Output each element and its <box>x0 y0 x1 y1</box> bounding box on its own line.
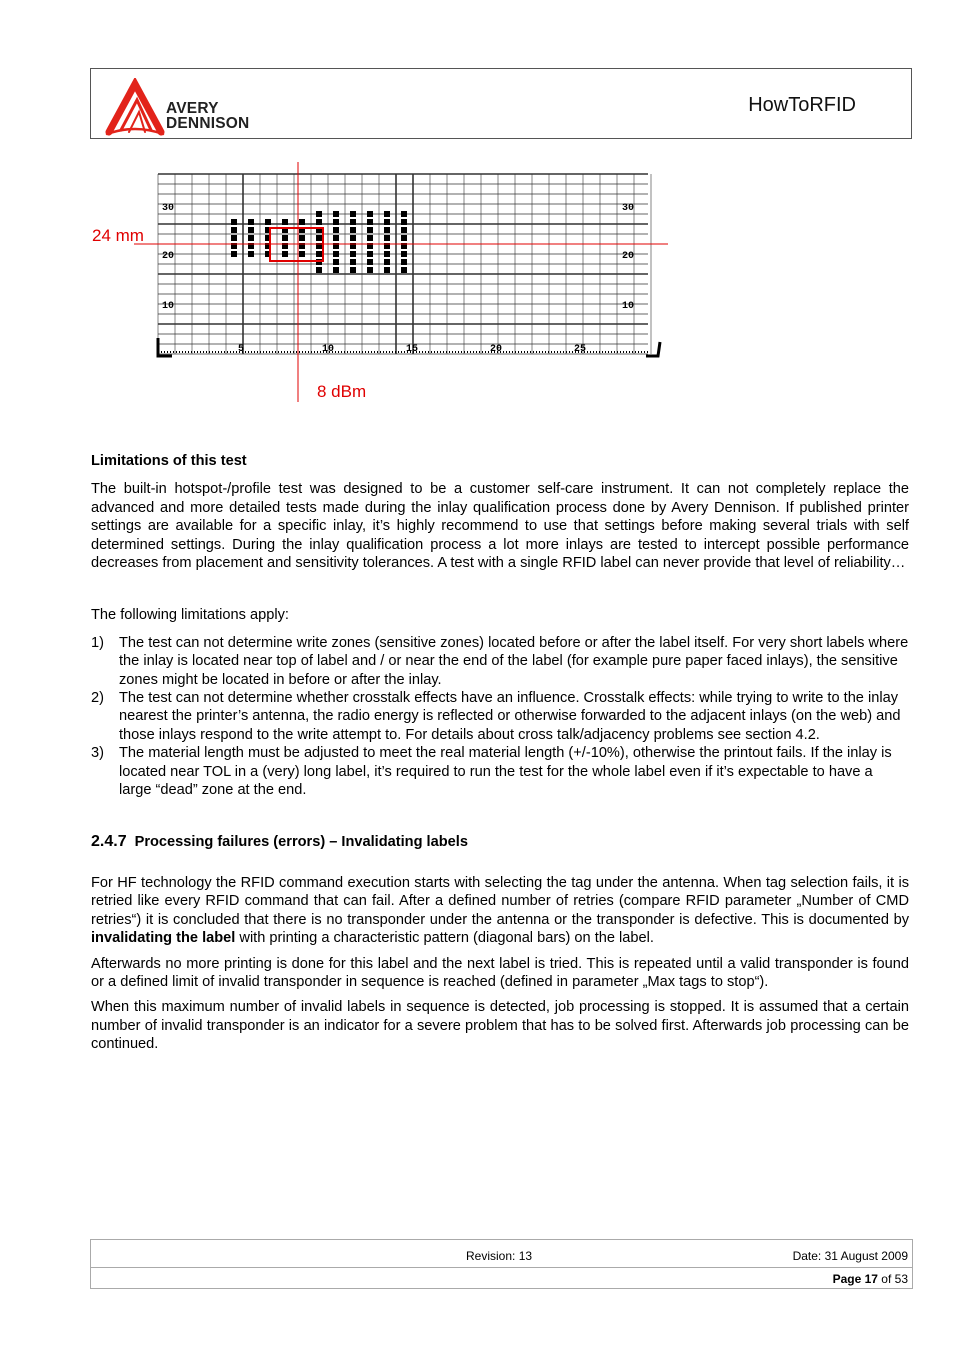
tick-label-left: 10 <box>162 301 175 312</box>
hotspot-mark <box>231 251 237 257</box>
hotspot-mark <box>384 227 390 233</box>
list-item-number: 2) <box>91 690 104 707</box>
tick-label-left: 20 <box>162 251 175 262</box>
limitations-heading: Limitations of this test <box>91 453 247 469</box>
hotspot-mark <box>248 227 254 233</box>
revision-text: Revision: 13 <box>466 1249 533 1263</box>
processing-paragraph-2: Afterwards no more printing is done for this label and the next label is tried. This is repeated until a valid transponder is found or a defined limit of invalid transponder in sequence is reached (defined in parameter „Max tags to stop“). <box>91 955 909 990</box>
hotspot-mark <box>367 267 373 273</box>
hotspot-mark <box>333 259 339 265</box>
hotspot-mark <box>231 219 237 225</box>
tick-label-right: 20 <box>622 251 635 262</box>
grid-bottom-left-bracket <box>158 338 172 356</box>
para1-emphasis: invalidating the label <box>91 930 236 947</box>
hotspot-mark <box>333 251 339 257</box>
hotspot-mark <box>384 211 390 217</box>
hotspot-mark <box>316 267 322 273</box>
list-item <box>91 744 909 799</box>
limitations-paragraph: The built-in hotspot-/profile test was designed to be a customer self-care instrument. It can not completely replace the advanced and more detailed tests made during the inlay qualification process done by Avery Dennison. If published printer settings are available for a specific inlay, it’s highly recommend to use that settings before making several trials with self determined settings. During the inlay qualification process a lot more inlays are tested to intercept possible performance decreases from placement and sensitivity tolerances. A test with a single RFID label can never provide that level of reliability… <box>91 481 909 572</box>
hotspot-mark <box>384 235 390 241</box>
page-total: of 53 <box>881 1272 908 1286</box>
hotspot-mark <box>367 251 373 257</box>
hotspot-mark <box>316 219 322 225</box>
hotspot-mark <box>316 235 322 241</box>
hotspot-mark <box>401 251 407 257</box>
hotspot-mark <box>282 219 288 225</box>
tick-label-bottom: 20 <box>490 344 503 355</box>
hotspot-mark <box>367 227 373 233</box>
hotspot-mark <box>401 267 407 273</box>
hotspot-mark <box>350 227 356 233</box>
para1-text-b: with printing a characteristic pattern (diagonal bars) on the label. <box>235 930 654 947</box>
list-item-number: 1) <box>91 634 104 651</box>
hotspot-mark <box>231 235 237 241</box>
hotspot-mark <box>350 211 356 217</box>
grid-bottom-right-bracket <box>646 342 660 356</box>
hotspot-mark <box>282 251 288 257</box>
hotspot-mark <box>401 235 407 241</box>
hotspot-mark <box>401 219 407 225</box>
hotspot-mark <box>333 219 339 225</box>
hotspot-mark <box>384 219 390 225</box>
page-current: 17 <box>864 1272 878 1286</box>
page-number <box>833 1272 908 1286</box>
main-content <box>91 452 909 1054</box>
hotspot-mark <box>299 251 305 257</box>
logo-line-2: DENNISON <box>166 115 250 132</box>
hotspot-mark <box>316 251 322 257</box>
list-item-number: 3) <box>91 745 104 762</box>
hotspot-mark <box>333 267 339 273</box>
document-title: HowToRFID <box>748 94 856 116</box>
hotspot-mark <box>350 251 356 257</box>
hotspot-mark <box>248 219 254 225</box>
list-item-text: The material length must be adjusted to meet the real material length (+/-10%), otherwise the printout fails. If the inlay is located near TOL in a (very) long label, it’s required to run the test for the whole label even if it’s expectable to have a large “dead” zone at the end. <box>119 745 892 799</box>
hotspot-mark <box>367 211 373 217</box>
logo-mark <box>107 84 163 134</box>
page-footer <box>90 1239 913 1289</box>
hotspot-mark <box>299 219 305 225</box>
processing-paragraph-3: When this maximum number of invalid labels in sequence is detected, job processing is stopped. It is assumed that a certain number of invalid transponder is an indicator for a severe problem that has to be solved first. Afterwards job processing can be continued. <box>91 999 909 1053</box>
limitations-list <box>91 634 909 800</box>
hotspot-mark <box>333 211 339 217</box>
hotspot-mark <box>350 235 356 241</box>
tick-label-right: 10 <box>622 301 635 312</box>
hotspot-grid-image <box>90 160 680 410</box>
axis-tick-labels <box>162 203 634 355</box>
section-title: Processing failures (errors) – Invalidating labels <box>134 833 468 850</box>
tick-label-bottom: 25 <box>574 344 587 355</box>
hotspot-mark <box>401 211 407 217</box>
list-item-text: The test can not determine write zones (sensitive zones) located before or after the label itself. For very short labels where the inlay is located near top of label and / or near the end of the label (for example pure paper faced inlays), the sensitive zones might be located in before or after the inlay. <box>119 634 909 688</box>
hotspot-mark <box>316 211 322 217</box>
section-heading <box>91 833 909 851</box>
list-item <box>91 634 909 689</box>
hotspot-mark <box>401 227 407 233</box>
tick-label-right: 30 <box>622 203 635 214</box>
hotspot-mark <box>282 235 288 241</box>
date-text: Date: 31 August 2009 <box>792 1249 908 1263</box>
hotspot-mark <box>231 227 237 233</box>
tick-label-bottom: 5 <box>238 344 245 355</box>
list-item-text: The test can not determine whether crosstalk effects have an influence. Crosstalk effects: while trying to write to the inlay nearest the printer’s antenna, the radio energy is reflected or otherwise forwarded to the adjacent inlays (on the web) and those inlays respond to the write attempt to. For details about cross talk/adjacency problems see section 4.2. <box>119 690 901 743</box>
label-24mm: 24 mm <box>92 226 144 245</box>
footer-row <box>91 1240 912 1268</box>
logo-line-1: AVERY <box>166 100 219 117</box>
processing-paragraph-1 <box>91 874 909 948</box>
logo-wordmark <box>166 101 249 131</box>
tick-label-left: 30 <box>162 203 175 214</box>
hotspot-mark <box>401 259 407 265</box>
hotspot-mark <box>367 219 373 225</box>
hotspot-mark <box>350 219 356 225</box>
hotspot-mark <box>384 267 390 273</box>
hotspot-mark <box>367 235 373 241</box>
hotspot-mark <box>367 259 373 265</box>
label-8dbm: 8 dBm <box>317 382 367 401</box>
section-number: 2.4.7 <box>91 832 127 850</box>
hotspot-mark <box>333 227 339 233</box>
para1-text-a: For HF technology the RFID command execution starts with selecting the tag under the antenna. When tag selection fails, it is retried like every RFID command that can fail. After a defined number of retries (compare RFID parameter „Number of CMD retries“) it is concluded that there is no transponder under the antenna or the transponder is defective. This is documented by <box>91 874 909 928</box>
hotspot-mark <box>248 251 254 257</box>
hotspot-mark <box>333 235 339 241</box>
hotspot-mark <box>350 267 356 273</box>
hotspot-mark <box>299 235 305 241</box>
hotspot-mark <box>384 259 390 265</box>
tick-label-bottom: 15 <box>406 344 419 355</box>
hotspot-mark <box>350 259 356 265</box>
hotspot-test-figure <box>90 160 680 410</box>
page-label: Page <box>832 1272 862 1286</box>
hotspot-mark <box>265 219 271 225</box>
following-limitations: The following limitations apply: <box>91 607 289 624</box>
list-item <box>91 689 909 744</box>
tick-label-bottom: 10 <box>322 344 335 355</box>
hotspot-mark <box>384 251 390 257</box>
hotspot-mark <box>248 235 254 241</box>
